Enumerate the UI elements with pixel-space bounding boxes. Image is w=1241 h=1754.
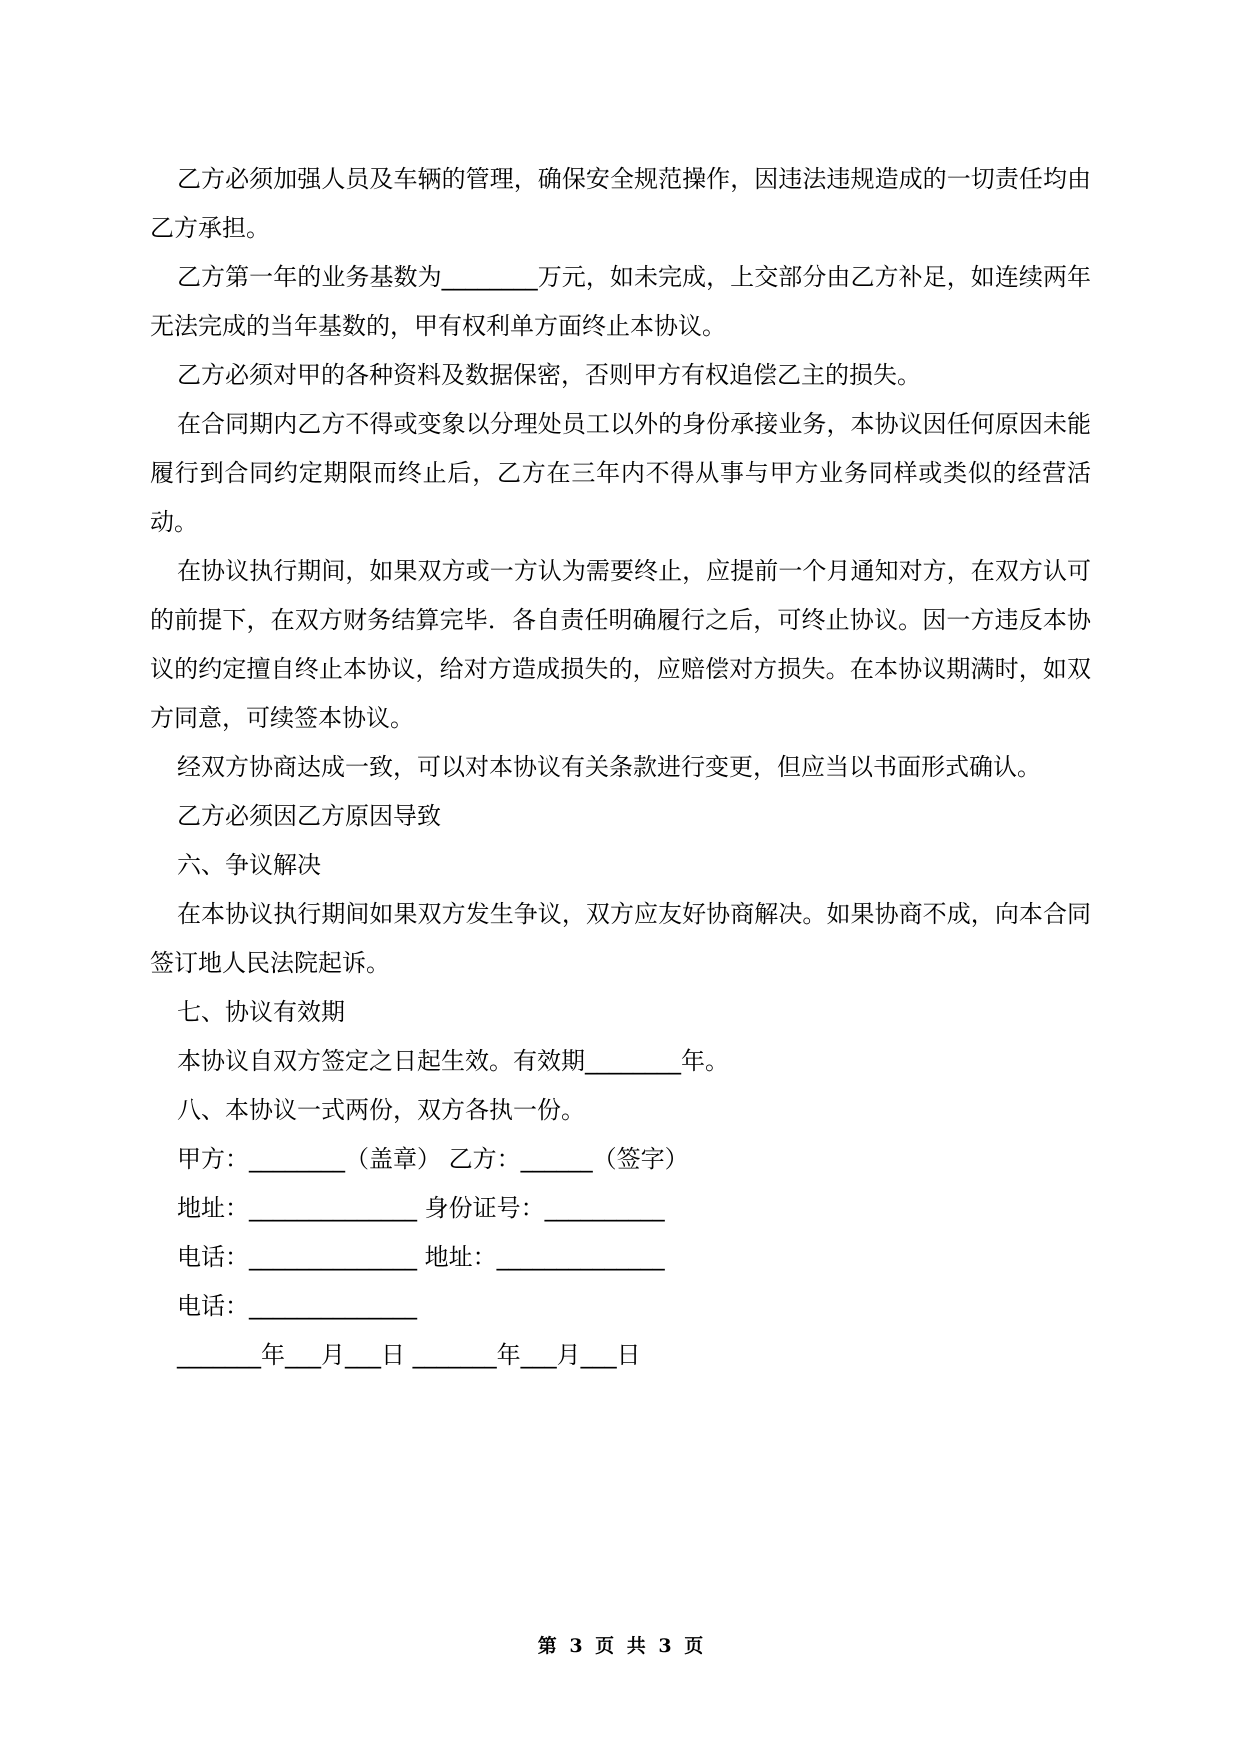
signature-row-parties: 甲方：________（盖章） 乙方：______（签字） xyxy=(177,1145,689,1173)
document-body xyxy=(150,155,1091,1380)
paragraph-party-b-cause: 乙方必须因乙方原因导致 xyxy=(177,802,441,830)
signature-row-dates: _______年___月___日 _______年___月___日 xyxy=(177,1341,641,1369)
page-number-footer: 第 3 页 共 3 页 xyxy=(537,1635,704,1657)
paragraph-termination: 在协议执行期间，如果双方或一方认为需要终止，应提前一个月通知对方，在双方认可的前提下，在双方财务结算完毕．各自责任明确履行之后，可终止协议。因一方违反本协议的约定擅自终止本协议，给对方造成损失的，应赔偿对方损失。在本协议期满时，如双方同意，可续签本协议。 xyxy=(150,557,1091,732)
paragraph-confidentiality: 乙方必须对甲的各种资料及数据保密，否则甲方有权追偿乙主的损失。 xyxy=(177,361,921,389)
paragraph-vehicle-management: 乙方必须加强人员及车辆的管理，确保安全规范操作，因违法违规造成的一切责任均由乙方承担。 xyxy=(150,165,1091,242)
paragraph-non-compete: 在合同期内乙方不得或变象以分理处员工以外的身份承接业务，本协议因任何原因未能履行到合同约定期限而终止后，乙方在三年内不得从事与甲方业务同样或类似的经营活动。 xyxy=(150,410,1091,536)
signature-row-address-id: 地址：______________ 身份证号：__________ xyxy=(177,1194,665,1222)
section-heading-validity: 七、协议有效期 xyxy=(177,998,345,1026)
paragraph-validity-period: 本协议自双方签定之日起生效。有效期________年。 xyxy=(177,1047,729,1075)
paragraph-business-base: 乙方第一年的业务基数为________万元，如未完成，上交部分由乙方补足，如连续两年无法完成的当年基数的，甲有权利单方面终止本协议。 xyxy=(150,263,1091,340)
paragraph-amendment: 经双方协商达成一致，可以对本协议有关条款进行变更，但应当以书面形式确认。 xyxy=(177,753,1041,781)
signature-row-phone-address: 电话：______________ 地址：______________ xyxy=(177,1243,665,1271)
section-heading-dispute: 六、争议解决 xyxy=(177,851,321,879)
signature-block xyxy=(150,1135,1091,1380)
paragraph-dispute-resolution: 在本协议执行期间如果双方发生争议，双方应友好协商解决。如果协商不成，向本合同签订地人民法院起诉。 xyxy=(150,900,1091,977)
signature-row-phone: 电话：______________ xyxy=(177,1292,417,1320)
section-heading-copies: 八、本协议一式两份，双方各执一份。 xyxy=(177,1096,585,1124)
